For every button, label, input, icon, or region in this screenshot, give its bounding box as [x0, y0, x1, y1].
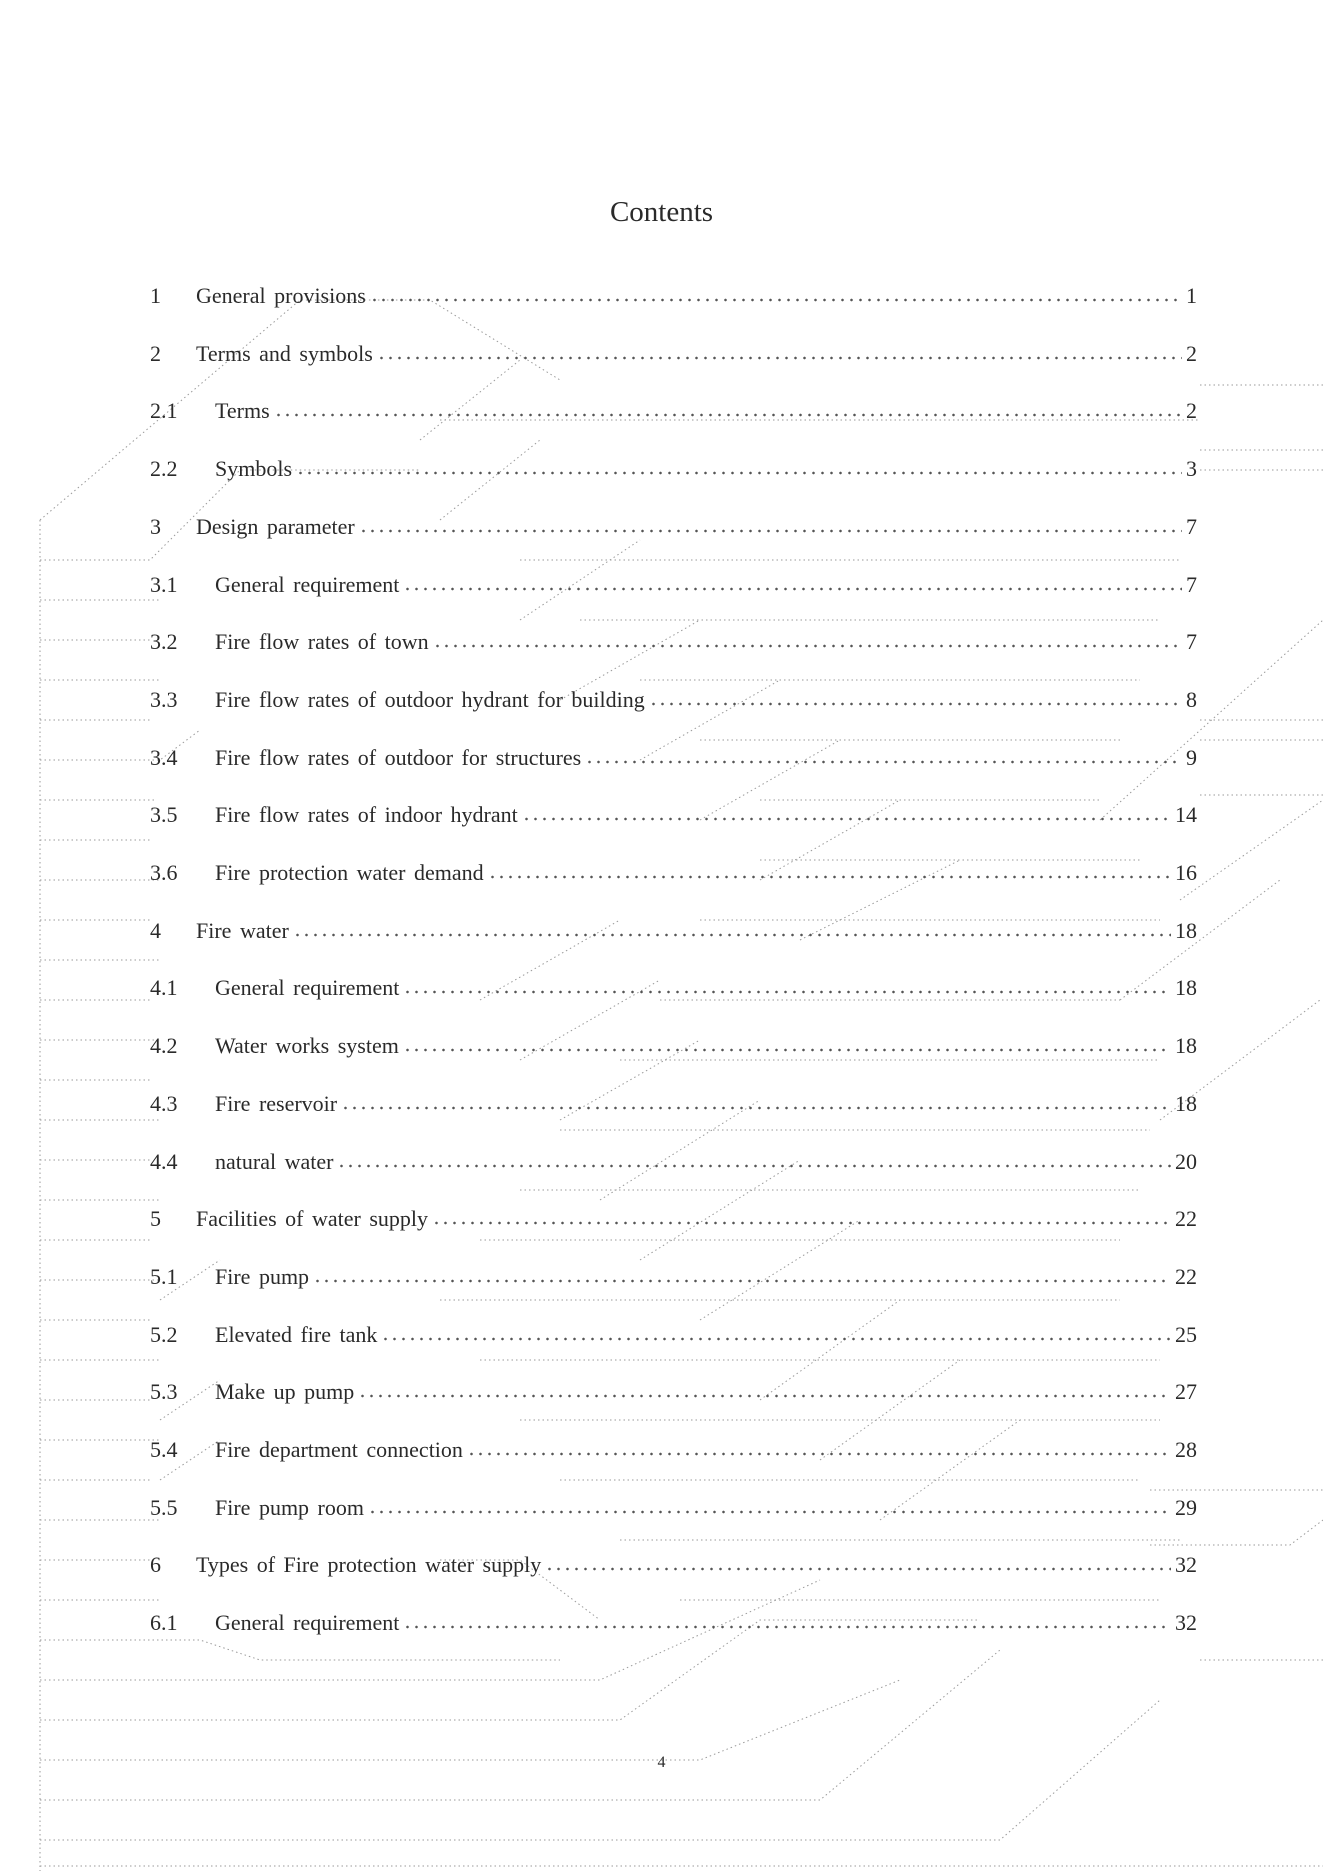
- toc-entry-number: 2.2: [150, 456, 178, 482]
- dot-leader: [433, 643, 1182, 649]
- toc-entry[interactable]: [150, 850, 1197, 886]
- toc-entry-page: 32: [1175, 1610, 1197, 1636]
- toc-entry-page: 27: [1175, 1379, 1197, 1405]
- toc-entry-title: Types of Fire protection water supply: [196, 1552, 542, 1578]
- toc-entry-number: 5.3: [150, 1379, 178, 1405]
- toc-entry-page: 1: [1186, 283, 1197, 308]
- toc-entry[interactable]: [150, 1542, 1197, 1578]
- toc-entry-title: General requirement: [215, 975, 400, 1001]
- toc-entry-page: 7: [1186, 513, 1197, 539]
- dot-leader: [403, 1624, 1171, 1630]
- dot-leader: [274, 412, 1182, 418]
- toc-entry-page: 2: [1186, 398, 1197, 424]
- toc-entry-title: Symbols: [215, 456, 293, 482]
- toc-entry-title: Fire reservoir: [215, 1090, 338, 1116]
- toc-entry-number: 4.3: [150, 1090, 178, 1116]
- toc-entry-title: Fire department connection: [215, 1437, 463, 1462]
- toc-entry[interactable]: [150, 1196, 1197, 1232]
- toc-entry-page: 29: [1175, 1494, 1197, 1520]
- dot-leader: [313, 1278, 1171, 1284]
- dot-leader: [358, 1393, 1171, 1399]
- toc-entry-title: Fire flow rates of outdoor hydrant for building: [215, 686, 645, 712]
- toc-entry[interactable]: [150, 735, 1197, 771]
- toc-entry-page: 28: [1175, 1437, 1197, 1462]
- toc-entry-number: 6.1: [150, 1610, 178, 1636]
- toc-entry-page: 22: [1175, 1206, 1197, 1232]
- toc-entry-title: Fire flow rates of town: [215, 629, 429, 655]
- toc-entry[interactable]: [150, 908, 1197, 944]
- toc-entry-page: 18: [1175, 917, 1197, 943]
- toc-entry[interactable]: [150, 619, 1197, 655]
- toc-entry-page: 14: [1175, 802, 1197, 828]
- dot-leader: [649, 701, 1182, 707]
- toc-entry-number: 4.4: [150, 1148, 178, 1174]
- toc-entry-number: 1: [150, 283, 161, 308]
- dot-leader: [377, 355, 1182, 361]
- toc-entry-title: Fire flow rates of indoor hydrant: [215, 802, 518, 828]
- toc-entry-page: 25: [1175, 1321, 1197, 1347]
- toc-entry[interactable]: [150, 792, 1197, 828]
- toc-entry-page: 9: [1186, 744, 1197, 770]
- toc-entry-title: Terms and symbols: [196, 340, 373, 366]
- toc-entry[interactable]: [150, 331, 1197, 367]
- toc-entry-number: 3.4: [150, 744, 178, 770]
- toc-entry[interactable]: [150, 1139, 1197, 1175]
- toc-entry-number: 3.6: [150, 860, 178, 885]
- toc-entry-number: 3: [150, 513, 161, 539]
- toc-entry-number: 6: [150, 1552, 161, 1578]
- dot-leader: [488, 874, 1171, 880]
- page-title: Contents: [609, 196, 714, 228]
- dot-leader: [370, 297, 1182, 303]
- dot-leader: [293, 932, 1171, 938]
- toc-entry-title: natural water: [215, 1148, 334, 1174]
- toc-entry[interactable]: [150, 1023, 1197, 1059]
- dot-leader: [403, 989, 1171, 995]
- toc-entry[interactable]: [150, 1081, 1197, 1117]
- toc-entry-page: 18: [1175, 1033, 1197, 1059]
- toc-entry-page: 16: [1175, 860, 1197, 885]
- toc-entry-page: 7: [1186, 629, 1197, 655]
- toc-entry[interactable]: [150, 965, 1197, 1001]
- dot-leader: [359, 528, 1182, 534]
- toc-entry-page: 8: [1186, 686, 1197, 712]
- toc-entry-title: Facilities of water supply: [196, 1206, 429, 1232]
- toc-entry[interactable]: [150, 388, 1197, 424]
- toc-entry-page: 20: [1175, 1148, 1197, 1174]
- toc-entry-page: 32: [1175, 1552, 1197, 1578]
- dot-leader: [337, 1163, 1171, 1169]
- toc-entry[interactable]: [150, 1254, 1197, 1290]
- toc-entry-title: Fire pump: [215, 1263, 310, 1289]
- toc-entry-number: 3.2: [150, 629, 178, 655]
- toc-entry-page: 18: [1175, 975, 1197, 1001]
- toc-entry-page: 18: [1175, 1090, 1197, 1116]
- toc-entry[interactable]: [150, 446, 1197, 482]
- toc-entry-number: 5.4: [150, 1437, 178, 1462]
- toc-entry-number: 2.1: [150, 398, 178, 424]
- toc-entry-number: 4.2: [150, 1033, 178, 1059]
- dot-leader: [368, 1509, 1171, 1515]
- toc-entry-number: 3.5: [150, 802, 178, 828]
- toc-entry-title: Fire protection water demand: [215, 860, 484, 885]
- toc-entry-page: 7: [1186, 571, 1197, 597]
- toc-entry-number: 3.1: [150, 571, 178, 597]
- toc-entry-number: 5: [150, 1206, 161, 1232]
- toc-entry[interactable]: [150, 273, 1197, 309]
- toc-entry[interactable]: [150, 1600, 1197, 1636]
- toc-entry-page: 22: [1175, 1263, 1197, 1289]
- toc-entry-number: 3.3: [150, 686, 178, 712]
- toc-entry-page: 2: [1186, 340, 1197, 366]
- dot-leader: [296, 470, 1182, 476]
- toc-entry-title: Fire flow rates of outdoor for structures: [215, 744, 582, 770]
- toc-entry[interactable]: [150, 1312, 1197, 1348]
- toc-entry[interactable]: [150, 1485, 1197, 1521]
- toc-entry-title: Fire water: [196, 917, 289, 943]
- toc-entry-title: Design parameter: [196, 513, 355, 539]
- dot-leader: [381, 1336, 1171, 1342]
- dot-leader: [403, 586, 1182, 592]
- toc-entry-title: General requirement: [215, 1610, 400, 1636]
- dot-leader: [545, 1566, 1171, 1572]
- toc-entry-number: 4: [150, 917, 161, 943]
- toc-entry[interactable]: [150, 677, 1197, 713]
- dot-leader: [585, 759, 1182, 765]
- dot-leader: [467, 1451, 1171, 1457]
- toc-entry-title: Water works system: [215, 1033, 399, 1059]
- toc-entry-number: 2: [150, 340, 161, 366]
- toc-entry-title: Terms: [215, 398, 270, 424]
- toc-entry-number: 5.5: [150, 1494, 178, 1520]
- toc-entry[interactable]: [150, 562, 1197, 598]
- toc-entry-number: 5.2: [150, 1321, 178, 1347]
- toc-entry-number: 5.1: [150, 1263, 178, 1289]
- toc-entry-page: 3: [1186, 456, 1197, 482]
- dot-leader: [403, 1047, 1171, 1053]
- toc-entry-title: Elevated fire tank: [215, 1321, 378, 1347]
- toc-entry[interactable]: [150, 504, 1197, 540]
- toc-entry-title: General requirement: [215, 571, 400, 597]
- toc-entry[interactable]: [150, 1427, 1197, 1463]
- dot-leader: [522, 816, 1171, 822]
- toc-entry-number: 4.1: [150, 975, 178, 1001]
- toc-entry-title: Make up pump: [215, 1379, 355, 1405]
- toc-entry[interactable]: [150, 1369, 1197, 1405]
- page-number: 4: [657, 1754, 666, 1771]
- dot-leader: [341, 1105, 1171, 1111]
- toc-entry-title: Fire pump room: [215, 1494, 364, 1520]
- dot-leader: [432, 1220, 1171, 1226]
- toc-entry-title: General provisions: [196, 283, 366, 308]
